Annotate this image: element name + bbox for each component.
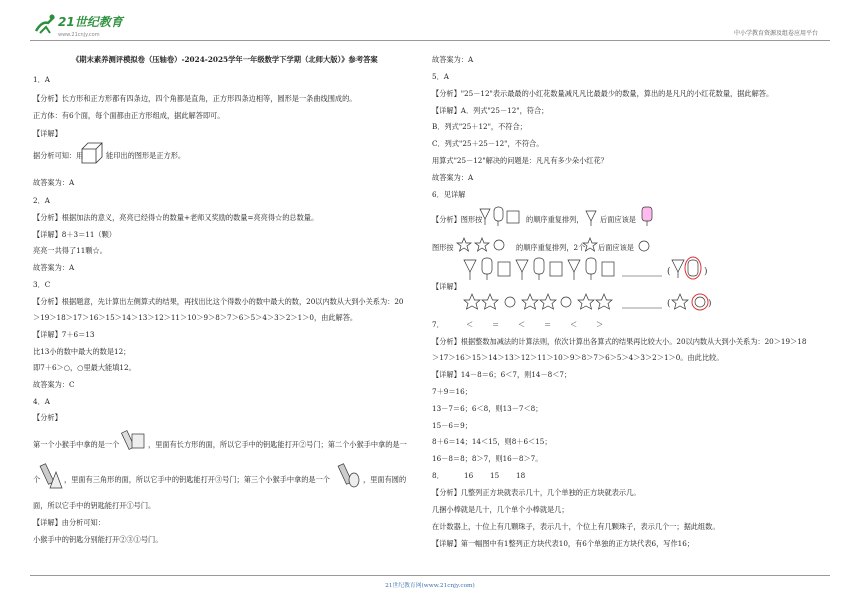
q7-sign-4: ＝ (544, 320, 552, 329)
key-cylinder-icon (338, 462, 362, 492)
q3-number: 3．C (33, 280, 51, 289)
q3-detail-2: 比13小的数中最大的数是12； (33, 347, 131, 356)
q8-analysis: 【分析】几整列正方块就表示几十，几个单独的正方块就表示几。 (432, 488, 641, 497)
q7-sign-6: ＞ (596, 320, 604, 329)
q5-use: 用算式"25－12"解决的问题是：凡凡有多少朵小红花？ (432, 156, 608, 165)
q2-detail-2: 亮亮一共得了11颗☆。 (33, 246, 107, 255)
svg-text:): ) (708, 299, 712, 309)
q1-analysis-2: 正方体：有6个面，每个面都由正方形组成，据此解答即可。 (33, 111, 225, 120)
q5-number: 5．A (432, 72, 449, 81)
q5-answer: 故答案为：A (432, 173, 474, 182)
q7-number: 7． (432, 320, 444, 329)
q6-line2b: 的顺序重复排列，2个 (516, 243, 586, 252)
q8-analysis-2: 几捆小棒就是几十，几个单个小棒就是几； (432, 505, 569, 514)
q6-number: 6．见详解 (432, 190, 466, 199)
q7-sign-2: ＝ (492, 320, 500, 329)
q6-line2c: 后面应该是 (598, 243, 634, 252)
popsicle-icon (640, 205, 654, 227)
logo-text: 21世纪教育 (58, 15, 123, 29)
q3-analysis: 【分析】根据题意，先计算出左侧算式的结果，再找出比这个得数小的数中最大的数，20以内数从大到小关系为：20 (33, 297, 404, 306)
svg-text:): ) (704, 267, 708, 277)
q4-number: 4．A (33, 397, 50, 406)
q2-number: 2．A (33, 196, 50, 205)
q6-answer-pattern-icons (462, 256, 712, 316)
q7-sign-3: ＜ (518, 320, 526, 329)
q5-analysis: 【分析】"25－12"表示最最的小红花数量减凡凡比最最少的数量，算出的是凡凡的小红花数量，据此解答。 (432, 89, 774, 98)
q8-analysis-3: 在计数器上，十位上有几颗珠子，表示几十，个位上有几颗珠子，表示几个一；据此组数。 (432, 522, 720, 531)
circle-icon (637, 239, 651, 253)
q6-analysis-a: 【分析】图形按 (432, 215, 483, 224)
q2-answer: 故答案为：A (33, 263, 75, 272)
q3-detail: 【详解】7＋6＝13 (33, 330, 95, 339)
q7-sign-5: ＜ (570, 320, 578, 329)
footer-link[interactable]: 21世纪教育网(www.21cnjy.com) (385, 583, 475, 589)
q7-sign-1: ＜ (466, 320, 474, 329)
footer-divider (30, 575, 830, 576)
q4-line2a: 个 (33, 475, 41, 484)
pattern-icecream-icons (478, 205, 526, 227)
q6-detail: 【详解】 (432, 282, 461, 291)
q4-detail: 【详解】由分析可知： (33, 518, 105, 527)
header-platform-text: 中小学教育资源及组卷应用平台 (733, 30, 818, 37)
q4-line2b: ，里面有三角形的面，所以它手中的钥匙能打开③号门；第三个小猴手中拿的是一个 (64, 475, 330, 484)
q1-detail: 【详解】 (33, 129, 62, 138)
q7-detail: 【详解】14－8＝6；6＜7，则14－8＜7； (432, 370, 572, 379)
q1-detail-b: 能印出的图形是正方形。 (106, 151, 186, 160)
q1-answer: 故答案为：A (33, 178, 75, 187)
q1-analysis: 【分析】长方形和正方形都有四条边，四个角都是直角，正方形四条边相等，圆形是一条曲线围成的。 (33, 94, 357, 103)
q3-answer: 故答案为：C (33, 380, 75, 389)
q2-analysis: 【分析】根据加法的意义，亮亮已经得☆的数量+老师又奖励的数量=亮亮得☆的总数量。 (33, 213, 319, 222)
q4-detail-2: 小猴手中的钥匙分别能打开②③①号门。 (33, 535, 163, 544)
q4-line2c: ，里面有圆的 (363, 475, 407, 484)
key-cone-icon (40, 462, 64, 492)
svg-text:(: ( (667, 299, 671, 309)
cube-icon (80, 141, 104, 165)
q7-line5: 8＋6＝14；14＜15，则8＋6＜15； (432, 437, 552, 446)
q1-number: 1．A (33, 75, 50, 84)
logo-url: www.21cnjy.com (58, 32, 100, 38)
q7-line3: 13－7＝6；6＜8，则13－7＜8； (432, 404, 543, 413)
cone-icecream-icon (584, 207, 598, 227)
pattern-star-circle-icons (456, 237, 516, 253)
q7-analysis: 【分析】根据整数加减法的计算法则，依次计算出各算式的结果再比较大小。20以内数从大到小关系为：20＞19＞18 (432, 337, 807, 346)
q6-analysis-c: 后面应该是 (600, 215, 636, 224)
q3-detail-3: 即7＋6＞○，○里最大能填12。 (33, 363, 136, 372)
q5-option-c: C．列式"25＋25－12"，不符合。 (432, 139, 544, 148)
q4-answer: 故答案为：A (432, 55, 474, 64)
q3-analysis-2: ＞19＞18＞17＞16＞15＞14＞13＞12＞11＞10＞9＞8＞7＞6＞5＞4＞3＞2＞1＞0，由此解答。 (33, 313, 358, 322)
q7-line2: 7＋9＝16； (432, 387, 472, 396)
q6-line2a: 图形按 (432, 243, 454, 252)
q8-value-2: 15 (490, 471, 500, 480)
svg-text:(: ( (667, 267, 671, 277)
q8-value-1: 16 (464, 471, 474, 480)
header-divider (30, 40, 830, 41)
q7-analysis-2: ＞17＞16＞15＞14＞13＞12＞11＞10＞9＞8＞7＞6＞5＞4＞3＞2＞1＞0。由此比较。 (432, 353, 724, 362)
q6-analysis-b: 的顺序重复排列， (526, 215, 584, 224)
q8-value-3: 18 (516, 471, 526, 480)
q4-analysis: 【分析】 (33, 413, 62, 422)
q4-line1b: ，里面有长方形的面，所以它手中的钥匙能打开②号门；第二个小猴手中拿的是一 (148, 440, 407, 449)
q5-detail: 【详解】A．列式"25－12"，符合； (432, 106, 549, 115)
q4-line1a: 第一个小猴手中拿的是一个 (33, 440, 120, 449)
q7-line6: 16－8＝8；8＞7，则16－8＞7。 (432, 454, 543, 463)
q1-detail-a: 据分析可知：用 (33, 151, 84, 160)
q4-line3: 面，所以它手中的钥匙能打开①号门。 (33, 501, 156, 510)
q8-detail: 【详解】第一幅图中有1整列正方块代表10，有6个单独的正方块代表6，写作16； (432, 539, 695, 548)
logo-runner-icon (32, 13, 58, 35)
q7-line4: 15－6＝9； (432, 421, 472, 430)
doc-title: 《期末素养测评模拟卷（压轴卷）-2024-2025学年一年级数学下学期（北师大版）》参考答案 (72, 55, 378, 64)
q5-option-b: B．列式"25＋12"，不符合； (432, 122, 527, 131)
key-rectangle-icon (122, 428, 148, 452)
star-icon (582, 237, 598, 253)
q8-number: 8． (432, 471, 444, 480)
q2-detail: 【详解】8＋3＝11（颗） (33, 230, 116, 239)
